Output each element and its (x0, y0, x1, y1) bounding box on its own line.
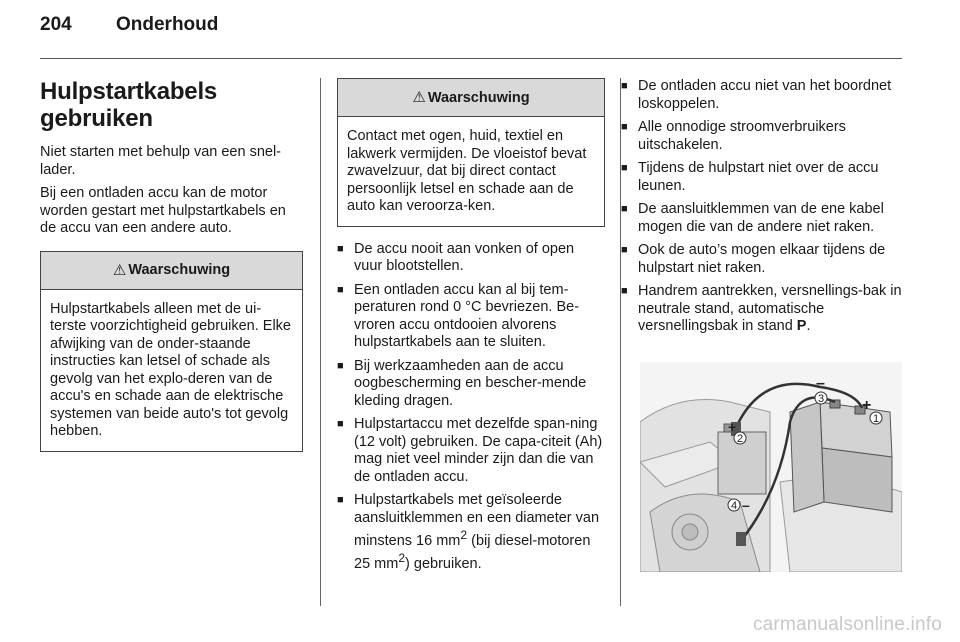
minus-sign: – (816, 375, 825, 392)
warning-box-2 (337, 78, 605, 227)
column-divider-1 (320, 78, 321, 606)
donor-battery-front (790, 402, 824, 512)
page-header (40, 14, 218, 46)
donor-battery-side (822, 448, 892, 512)
title-line-1: Hulpstartkabels (40, 78, 218, 105)
plus-sign: + (862, 397, 872, 414)
column-2 (337, 78, 605, 580)
section-title: Onderhoud (116, 14, 219, 35)
page-number: 204 (40, 14, 72, 35)
page-title (40, 78, 303, 132)
warning-box-1 (40, 251, 303, 452)
list-item: ■ Ook de auto’s mogen elkaar tijdens de hulpstart niet raken. (621, 242, 903, 277)
warning-header (41, 252, 302, 290)
list-item: ■ Tijdens de hulpstart niet over de accu leunen. (621, 160, 903, 195)
intro-paragraph-1: Niet starten met behulp van een snel-lader. (40, 144, 281, 178)
list-item: ■ Alle onnodige stroomverbruikers uitschakelen. (621, 119, 903, 154)
warning-header (338, 79, 604, 117)
callout-2-label: 2 (737, 433, 744, 445)
intro-paragraph-2: Bij een ontladen accu kan de motor worden gestart met hulpstartkabels en de accu van een andere auto. (40, 185, 286, 236)
warning-triangle-icon: ⚠ (112, 261, 127, 279)
watermark: carmanualsonline.info (752, 614, 942, 635)
title-line-2: gebruiken (40, 105, 153, 132)
warning-label: Waarschuwing (128, 262, 231, 278)
list-item: ■ Handrem aantrekken, versnellings-bak in neutrale stand, automatische versnellingsbak in stand P. (621, 283, 903, 336)
engine-cap-inner (682, 524, 698, 540)
list-item: ■ De ontladen accu niet van het boordnet loskoppelen. (621, 78, 903, 113)
header-divider (40, 58, 902, 59)
procedure-list (621, 78, 903, 336)
warning-triangle-icon: ⚠ (412, 89, 426, 106)
list-item: ■ Een ontladen accu kan al bij tem-peraturen rond 0 °C bevriezen. Be-vroren accu ontdooien alvorens hulpstartkabels aan te sluiten. (337, 282, 605, 352)
column-1 (40, 78, 303, 452)
warning-text: Contact met ogen, huid, textiel en lakwerk vermijden. De vloeistof bevat zwavelzuur, dat bij direct contact persoonlijk letsel en schade aan de auto kan veroorza-ken. (347, 128, 587, 214)
warning-label: Waarschuwing (427, 89, 530, 106)
minus-sign: – (742, 497, 750, 513)
callout-4-label: 4 (731, 500, 738, 512)
jump-start-illustration (640, 362, 902, 572)
jump-start-drawing (640, 362, 902, 572)
list-item: ■ Bij werkzaamheden aan de accu oogbescherming en bescher-mende kleding dragen. (337, 358, 605, 411)
cable-clamp (736, 532, 746, 546)
warning-text: Hulpstartkabels alleen met de ui-terste voorzichtigheid gebruiken. Elke afwijking van de onder-staande instructies kan letsel of schade als gevolg van het explo-deren van de accu's en schade aan de elektrische systemen van beide auto's tot gevolg hebben. (50, 300, 291, 439)
plus-sign: + (728, 419, 737, 435)
callout-3-label: 3 (818, 393, 825, 405)
list-item: ■ Hulpstartkabels met geïsoleerde aansluitklemmen en een diameter van minstens 16 $mm^2$ (bij diesel-motoren 25 $mm^2$) gebruiken. (337, 492, 605, 574)
list-item: ■ De aansluitklemmen van de ene kabel mogen die van de andere niet raken. (621, 201, 903, 236)
column-3 (621, 78, 903, 342)
precaution-list (337, 241, 605, 574)
list-item: ■ Hulpstartaccu met dezelfde span-ning (12 volt) gebruiken. De capa-citeit (Ah) mag niet veel minder zijn dan die van de ontladen accu. (337, 416, 605, 486)
list-item: ■ De accu nooit aan vonken of open vuur blootstellen. (337, 241, 605, 276)
callout-1-label: 1 (873, 413, 880, 425)
